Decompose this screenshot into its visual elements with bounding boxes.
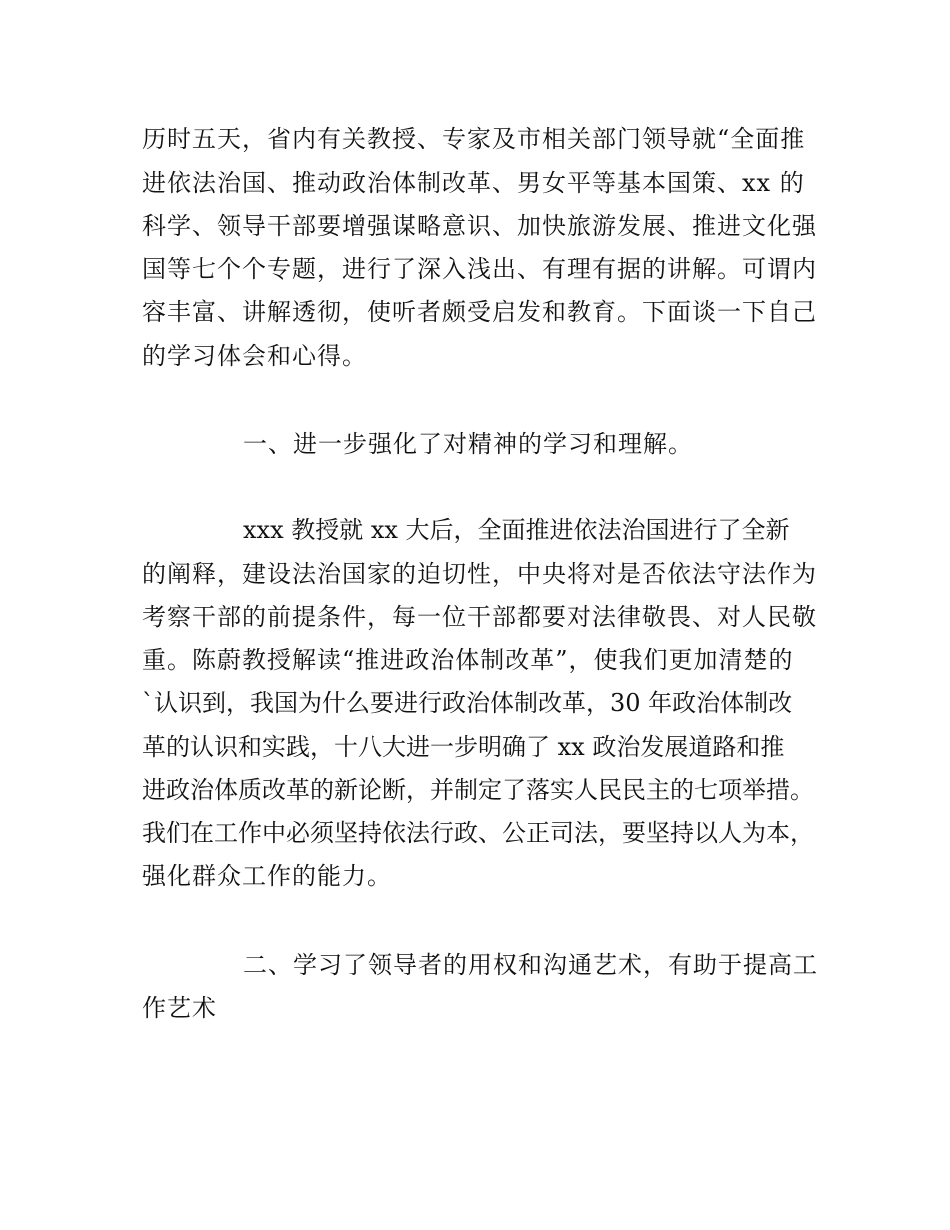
paragraph-2-line-9: 强化群众工作的能力。: [142, 862, 392, 890]
paragraph-2-line-3: 考察干部的前提条件，每一位干部都要对法律敬畏、对人民敬: [142, 603, 817, 631]
section-heading-2-line-1: 二、学习了领导者的用权和沟通艺术，有助于提高工: [243, 951, 818, 979]
paragraph-2-line-6: 革的认识和实践，十八大进一步明确了 xx 政治发展道路和推: [142, 733, 785, 761]
paragraph-1-line-3: 科学、领导干部要增强谋略意识、加快旅游发展、推进文化强: [142, 212, 817, 240]
paragraph-2-line-8: 我们在工作中必须坚持依法行政、公正司法，要坚持以人为本，: [142, 819, 814, 847]
paragraph-1-line-5: 容丰富、讲解透彻，使听者颇受启发和教育。下面谈一下自己: [142, 298, 817, 326]
paragraph-1-line-6: 的学习体会和心得。: [142, 342, 367, 370]
paragraph-1-line-4: 国等七个个专题，进行了深入浅出、有理有据的讲解。可谓内: [142, 255, 817, 283]
section-heading-1: 一、进一步强化了对精神的学习和理解。: [243, 430, 693, 458]
paragraph-2-line-5: `认识到，我国为什么要进行政治体制改革，30 年政治体制改: [142, 689, 793, 717]
paragraph-1-line-1: 历时五天，省内有关教授、专家及市相关部门领导就“全面推: [142, 125, 806, 153]
paragraph-2-line-1: xxx 教授就 xx 大后，全面推进依法治国进行了全新: [243, 516, 790, 544]
section-heading-2-line-2: 作艺术: [142, 994, 217, 1022]
paragraph-2-line-2: 的阐释，建设法治国家的迫切性，中央将对是否依法守法作为: [142, 560, 817, 588]
paragraph-2-line-7: 进政治体质改革的新论断，并制定了落实人民民主的七项举措。: [142, 776, 814, 804]
paragraph-1-line-2: 进依法治国、推动政治体制改革、男女平等基本国策、xx 的: [142, 169, 805, 197]
paragraph-2-line-4: 重。陈蔚教授解读“推进政治体制改革”，使我们更加清楚的: [142, 646, 794, 674]
